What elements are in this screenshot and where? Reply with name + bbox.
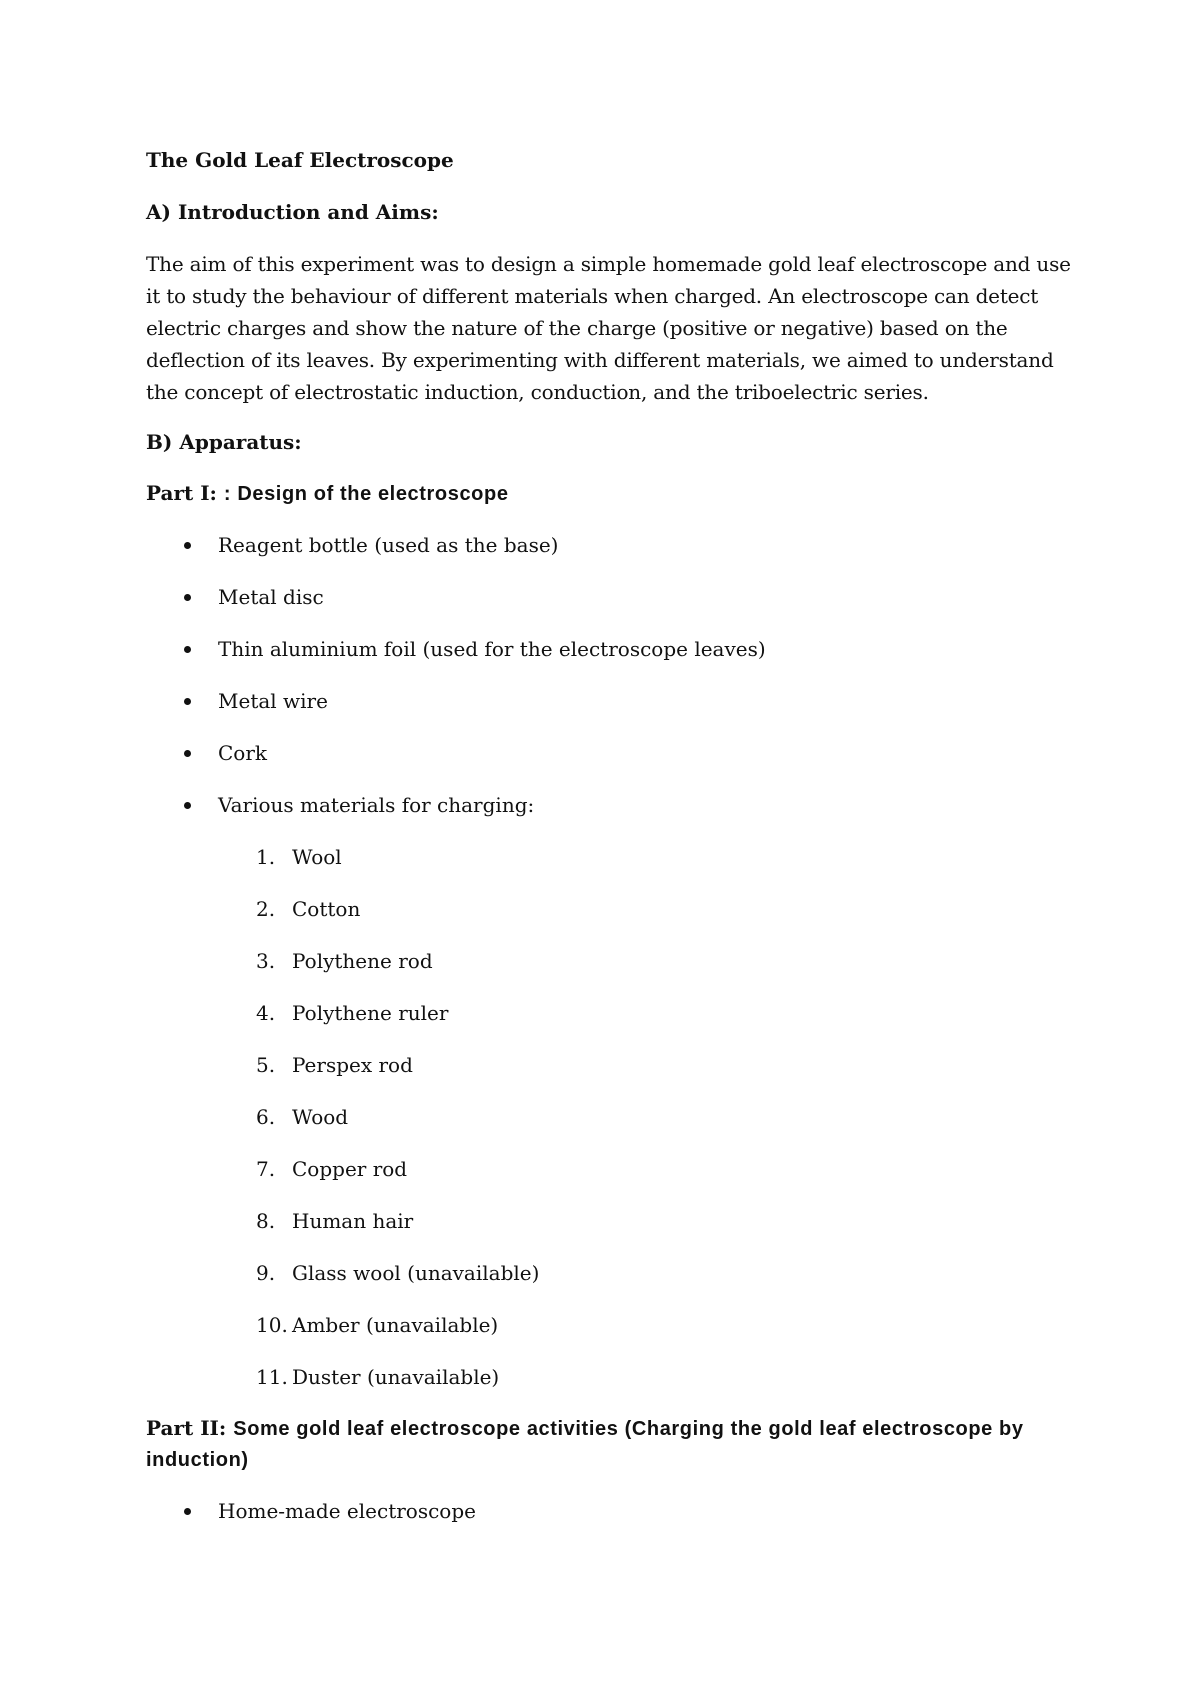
intro-paragraph bbox=[146, 248, 1086, 408]
item-number: 4. bbox=[256, 1001, 276, 1025]
list-item bbox=[146, 633, 1086, 665]
numbered-item bbox=[146, 1153, 1086, 1185]
list-item-text: Thin aluminium foil (used for the electroscope leaves) bbox=[218, 637, 766, 661]
apparatus-list bbox=[146, 529, 1086, 1393]
item-number: 3. bbox=[256, 949, 276, 973]
numbered-item bbox=[146, 1049, 1086, 1081]
intro-line: The aim of this experiment was to design a simple homemade gold leaf electroscope and use bbox=[146, 252, 1071, 276]
item-number: 5. bbox=[256, 1053, 276, 1077]
bullet-icon bbox=[184, 1508, 191, 1515]
numbered-item bbox=[146, 1309, 1086, 1341]
list-item bbox=[146, 1495, 1086, 1527]
list-item bbox=[146, 685, 1086, 717]
numbered-item bbox=[146, 1205, 1086, 1237]
numbered-item bbox=[146, 1101, 1086, 1133]
part-1-heading bbox=[146, 478, 1086, 509]
intro-line: the concept of electrostatic induction, conduction, and the triboelectric series. bbox=[146, 380, 929, 404]
item-text: Amber (unavailable) bbox=[292, 1313, 499, 1337]
list-item-text: Cork bbox=[218, 741, 268, 765]
item-number: 10. bbox=[256, 1313, 288, 1337]
materials-list bbox=[218, 841, 1086, 1393]
numbered-item bbox=[146, 1361, 1086, 1393]
bullet-icon bbox=[184, 594, 191, 601]
list-item bbox=[146, 789, 1086, 1393]
item-number: 7. bbox=[256, 1157, 276, 1181]
list-item-text: Metal disc bbox=[218, 585, 324, 609]
list-item bbox=[146, 581, 1086, 613]
part-1-title: : Design of the electroscope bbox=[223, 483, 509, 505]
numbered-item bbox=[146, 841, 1086, 873]
list-item bbox=[146, 529, 1086, 561]
bullet-icon bbox=[184, 750, 191, 757]
item-text: Human hair bbox=[292, 1209, 414, 1233]
numbered-item bbox=[146, 1257, 1086, 1289]
item-text: Wood bbox=[292, 1105, 349, 1129]
item-number: 11. bbox=[256, 1365, 288, 1389]
item-text: Glass wool (unavailable) bbox=[292, 1261, 540, 1285]
part-2-title-line: Some gold leaf electroscope activities (Charging the gold leaf electroscope by bbox=[233, 1418, 1024, 1440]
item-number: 8. bbox=[256, 1209, 276, 1233]
list-item bbox=[146, 737, 1086, 769]
list-item-text: Various materials for charging: bbox=[218, 793, 535, 817]
item-number: 9. bbox=[256, 1261, 276, 1285]
numbered-item bbox=[146, 945, 1086, 977]
item-text: Duster (unavailable) bbox=[292, 1365, 500, 1389]
bullet-icon bbox=[184, 698, 191, 705]
part-2-heading bbox=[146, 1413, 1086, 1475]
bullet-icon bbox=[184, 542, 191, 549]
numbered-item bbox=[146, 893, 1086, 925]
part-2-title-line: induction) bbox=[146, 1449, 249, 1471]
list-item-text: Home-made electroscope bbox=[218, 1499, 476, 1523]
item-text: Cotton bbox=[292, 897, 361, 921]
item-text: Polythene ruler bbox=[292, 1001, 449, 1025]
section-b-heading: B) Apparatus: bbox=[146, 430, 302, 454]
item-text: Polythene rod bbox=[292, 949, 433, 973]
numbered-item bbox=[146, 997, 1086, 1029]
list-item-text: Reagent bottle (used as the base) bbox=[218, 533, 559, 557]
part-1-lead: Part I: bbox=[146, 481, 224, 505]
bullet-icon bbox=[184, 646, 191, 653]
part-2-lead: Part II: bbox=[146, 1416, 234, 1440]
intro-line: it to study the behaviour of different materials when charged. An electroscope can detect bbox=[146, 284, 1039, 308]
intro-line: electric charges and show the nature of the charge (positive or negative) based on the bbox=[146, 316, 1008, 340]
item-number: 1. bbox=[256, 845, 276, 869]
activities-list bbox=[146, 1495, 1086, 1527]
list-item-text: Metal wire bbox=[218, 689, 328, 713]
bullet-icon bbox=[184, 802, 191, 809]
intro-line: deflection of its leaves. By experimenting with different materials, we aimed to understand bbox=[146, 348, 1054, 372]
item-number: 2. bbox=[256, 897, 276, 921]
item-number: 6. bbox=[256, 1105, 276, 1129]
item-text: Wool bbox=[292, 845, 342, 869]
item-text: Copper rod bbox=[292, 1157, 408, 1181]
item-text: Perspex rod bbox=[292, 1053, 413, 1077]
document-page bbox=[146, 144, 1086, 1547]
section-a-heading: A) Introduction and Aims: bbox=[146, 200, 439, 224]
document-title: The Gold Leaf Electroscope bbox=[146, 148, 454, 172]
